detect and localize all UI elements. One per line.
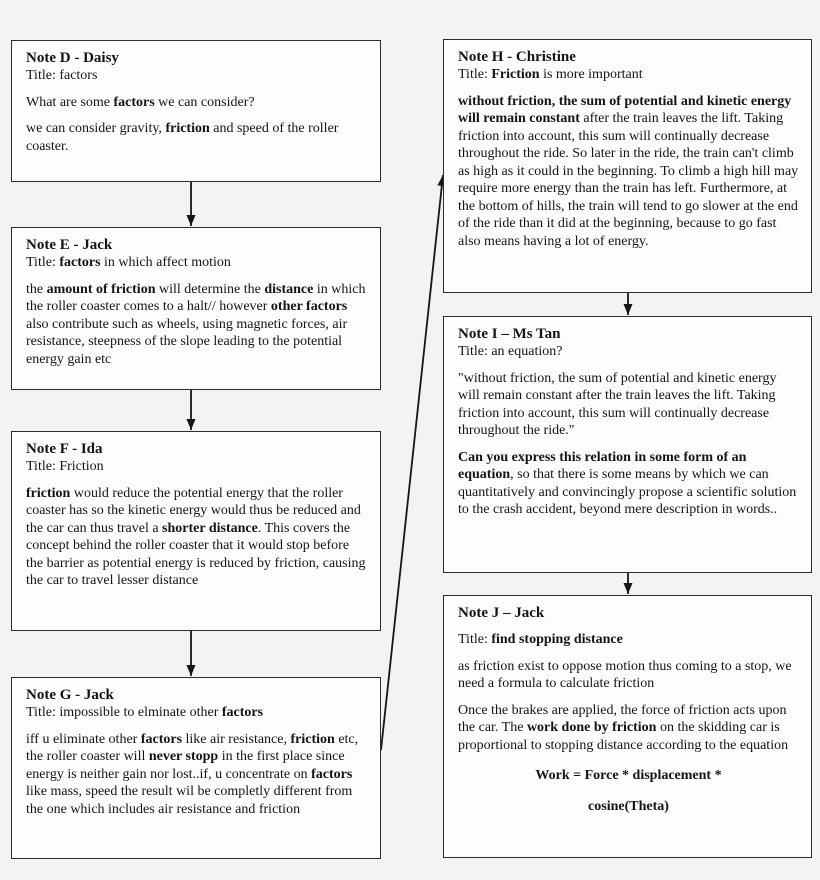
- note-paragraph: as friction exist to oppose motion thus coming to a stop, we need a formula to calculate friction: [458, 658, 792, 691]
- note-paragraph: Once the brakes are applied, the force of friction acts upon the car. The work done by friction on the skidding car is proportional to stopping distance according to the equation: [458, 702, 789, 753]
- note-header: Note D - Daisy: [26, 50, 119, 66]
- note-title: Title: an equation?: [458, 344, 563, 359]
- note-card-j-jack[interactable]: [443, 595, 812, 858]
- note-card-i-ms-tan[interactable]: [443, 316, 812, 573]
- note-header: Note F - Ida: [26, 441, 103, 457]
- arrow-note-g-to-note-h: [381, 175, 443, 750]
- note-card-d-daisy[interactable]: [11, 40, 381, 182]
- note-header: Note G - Jack: [26, 687, 114, 703]
- note-title: Title: factors: [26, 68, 98, 83]
- note-body: [26, 731, 368, 819]
- note-paragraph: Can you express this relation in some form of an equation, so that there is some means by which we can quantitatively and convincingly propose a scientific solution to the crash accident, beyond mere description in words..: [458, 449, 797, 517]
- note-body: [26, 94, 368, 156]
- note-title: Title: Friction is more important: [458, 67, 643, 82]
- note-paragraph: cosine(Theta): [588, 798, 669, 814]
- note-title: Title: impossible to elminate other factors: [26, 705, 264, 720]
- note-body: [458, 658, 799, 816]
- note-paragraph: Work = Force * displacement *: [535, 768, 722, 783]
- note-header: Note E - Jack: [26, 237, 113, 253]
- note-title: Title: Friction: [26, 459, 104, 474]
- note-card-g-jack[interactable]: [11, 677, 381, 859]
- note-body: [26, 485, 368, 590]
- note-paragraph: without friction, the sum of potential and kinetic energy will remain constant after the train leaves the lift. Taking friction into account, this sum will continually decrease throughout the ride. So later in the ride, the train can't climb as high as it could in the beginning. To climb a high hill may require more energy than the train has left. Furthermore, at the bottom of hills, the train will tend to go slower at the end of the ride than it did at the beginning, because to go fast also means having a lot of energy.: [458, 93, 799, 249]
- note-card-e-jack[interactable]: [11, 227, 381, 390]
- note-card-h-christine[interactable]: [443, 39, 812, 293]
- note-header: Note I – Ms Tan: [458, 326, 561, 342]
- note-paragraph: iff u eliminate other factors like air resistance, friction etc, the roller coaster will never stopp in the first place since energy is neither gain nor lost..if, u concentrate on factors like mass, speed the result wil be completly different from the one which includes air resistance and friction: [26, 731, 359, 817]
- note-title: Title: find stopping distance: [458, 632, 623, 647]
- note-paragraph: "without friction, the sum of potential and kinetic energy will remain constant after the train leaves the lift. Taking friction into account, this sum will continually decrease throughout the ride.": [458, 370, 777, 438]
- note-body: [26, 281, 368, 369]
- note-paragraph: we can consider gravity, friction and speed of the roller coaster.: [26, 121, 339, 154]
- note-card-f-ida[interactable]: [11, 431, 381, 631]
- note-title: Title: factors in which affect motion: [26, 255, 231, 270]
- note-body: [458, 370, 799, 519]
- note-header: Note H - Christine: [458, 49, 576, 65]
- note-header: Note J – Jack: [458, 605, 545, 621]
- note-paragraph: the amount of friction will determine the distance in which the roller coaster comes to a halt// however other factors also contribute such as wheels, using magnetic forces, air resistance, steepness of the slope leading to the potential energy gain etc: [26, 281, 366, 367]
- note-body: [458, 93, 799, 251]
- note-paragraph: What are some factors we can consider?: [26, 94, 255, 110]
- note-paragraph: friction would reduce the potential energy that the roller coaster has so the kinetic energy would thus be reduced and the car can thus travel a shorter distance. This covers the concept behind the roller coaster that it would stop before the barrier as potential energy is reduced by friction, causing the car to travel lesser distance: [26, 485, 366, 588]
